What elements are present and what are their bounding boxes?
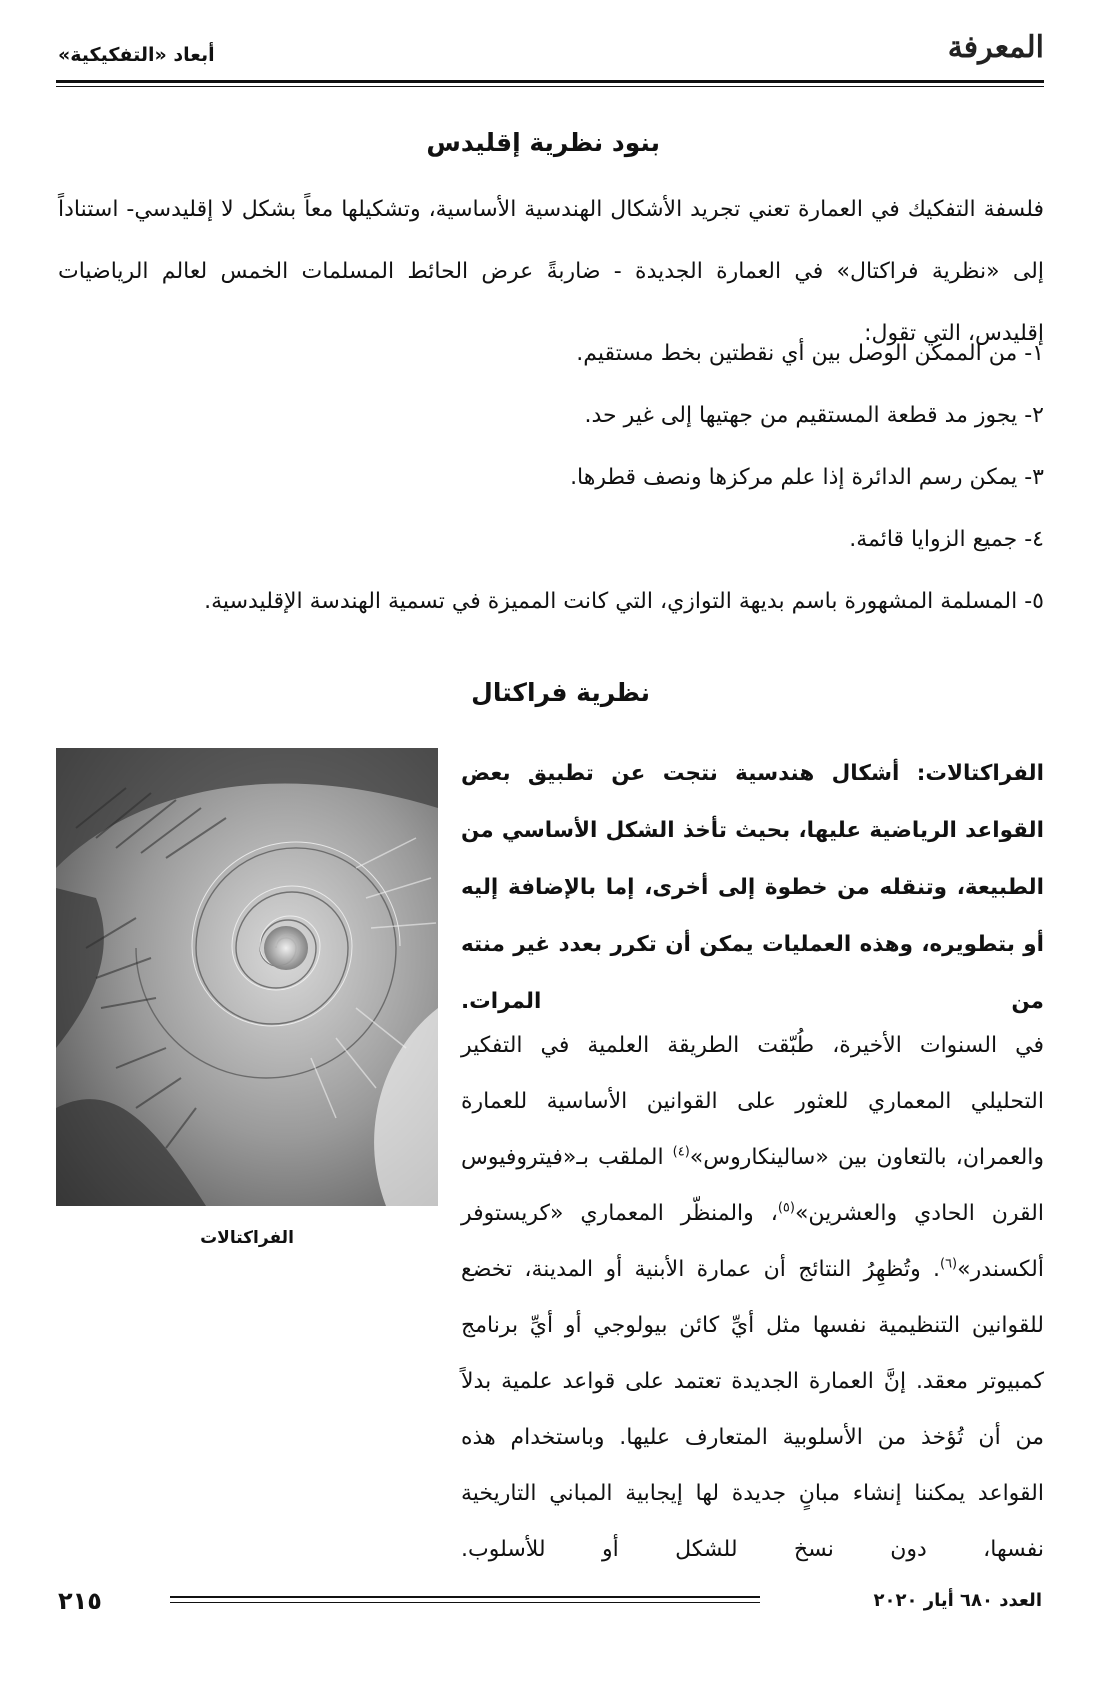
paragraph-text: الملقب بـ«فيتروفيوس القرن الحادي والعشرين» [461,1145,1044,1226]
heading-fractal-theory: نظرية فراكتال [471,678,650,707]
paragraph-text: . وتُظهِرُ النتائج أن عمارة الأبنية أو المدينة، تخضع للقوانين التنظيمية نفسها مثل أيِّ كائن بيولوجي أو أيِّ برنامج كمبيوتر معقد. إنَّ العمارة الجديدة تعتمد على قواعد علمية بدلاً من أن تُؤخذ من الأسلوبية المتعارف عليها. وباستخدام هذه القواعد يمكننا إنشاء مبانٍ جديدة لها إيجابية المباني التاريخية نفسها، دون نسخ للشكل أو للأسلوب. [461,1257,1044,1562]
section-title: أبعاد «التفكيكية» [58,44,215,66]
fractal-definition: الفراكتالات: أشكال هندسية نتجت عن تطبيق بعض القواعد الرياضية عليها، بحيث تأخذ الشكل الأساسي من الطبيعة، وتنقله من خطوة إلى أخرى، إما بالإضافة إليه أو بتطويره، وهذه العمليات يمكن أن تكرر بعدد غير منته من المرات. [461,761,1044,1014]
paragraph-text: في السنوات الأخيرة، طُبّقت الطريقة العلمية في التفكير التحليلي المعماري للعثور على القوانين الأساسية للعمارة والعمران، بالتعاون بين «سالينكاروس» [461,1033,1045,1170]
fractal-image [56,748,438,1206]
postulate-item: ٤- جميع الزوايا قائمة. [849,527,1044,552]
issue-info: العدد ٦٨٠ أيار ٢٠٢٠ [873,1590,1042,1611]
footnote-ref-5[interactable]: (٥) [777,1200,795,1216]
footnote-ref-4[interactable]: (٤) [672,1144,690,1160]
page-number: ٢١٥ [58,1587,102,1615]
postulate-item: ١- من الممكن الوصل بين أي نقطتين بخط مستقيم. [576,341,1044,366]
paragraph-recent-years [461,1018,1044,1578]
header-rule-thick [56,80,1044,83]
footnote-ref-6[interactable]: (٦) [939,1256,958,1272]
paragraph-text: ، والمنظّر المعماري «كريستوفر ألكسندر» [461,1201,1044,1282]
footer-rule-thin [170,1602,760,1603]
heading-euclid-theory: بنود نظرية إقليدس [426,128,660,157]
footer-rule-thick [170,1596,760,1598]
postulate-item: ٣- يمكن رسم الدائرة إذا علم مركزها ونصف قطرها. [570,465,1044,490]
intro-paragraph: فلسفة التفكيك في العمارة تعني تجريد الأشكال الهندسية الأساسية، وتشكيلها معاً بشكل لا إقليدسي- استناداً إلى «نظرية فراكتال» في العمارة الجديدة - ضاربةً عرض الحائط المسلمات الخمس لعالم الرياضيات إقليدس، التي تقول: [58,197,1044,346]
figure-caption: الفراكتالات [200,1228,294,1248]
header-rule-thin [56,86,1044,87]
euclid-postulates-list [58,323,1044,633]
postulate-item: ٢- يجوز مد قطعة المستقيم من جهتيها إلى غير حد. [584,403,1044,428]
magazine-logo: المعرفة [947,30,1044,65]
postulate-item: ٥- المسلمة المشهورة باسم بديهة التوازي، التي كانت المميزة في تسمية الهندسة الإقليدسية. [204,589,1044,614]
